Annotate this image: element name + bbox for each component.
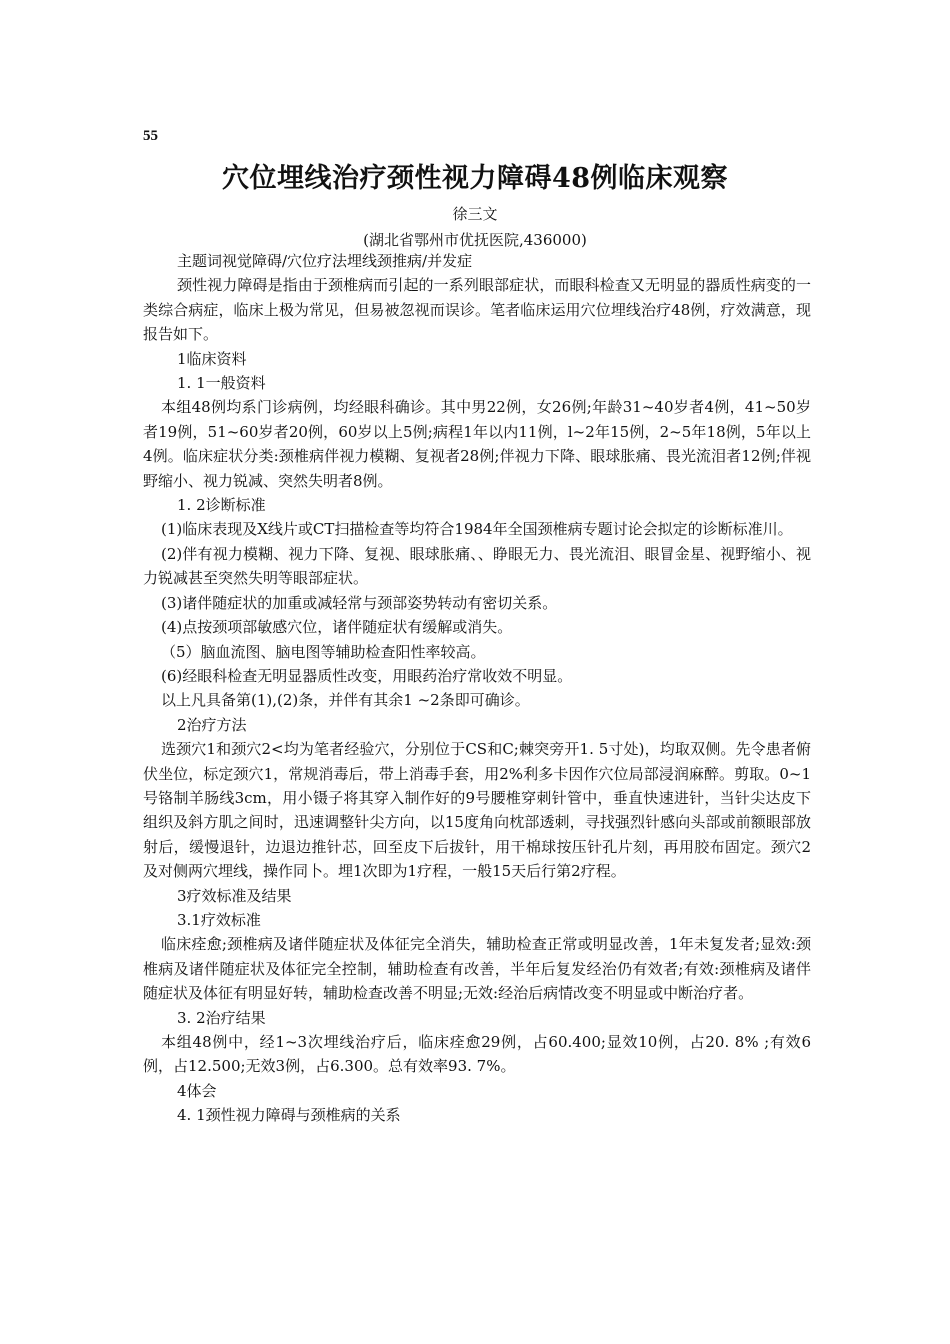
general-data-paragraph: 本组48例均系门诊病例，均经眼科确诊。其中男22例，女26例;年龄31~40岁者4例，41~50岁者19例，51~60岁者20例，60岁以上5例;病程1年以内11例，l~2年15例，2~5年18例，5年以上4例。临床症状分类:颈椎病伴视力模糊、复视者28例;伴视力下降、眼球胀痛、畏光流泪者12例;伴视野缩小、视力锐减、突然失明者8例。 <box>143 398 811 490</box>
criterion-4: (4)点按颈项部敏感穴位，诸伴随症状有缓解或消失。 <box>161 618 513 637</box>
page-number: 55 <box>143 128 158 144</box>
subsection-heading-3-2: 3. 2治疗结果 <box>177 1008 266 1027</box>
criterion-1: (1)临床表现及X线片或CT扫描检查等均符合1984年全国颈椎病专题讨论会拟定的诊断标准川。 <box>161 520 793 539</box>
article-title: 穴位埋线治疗颈性视力障碍48例临床观察 <box>221 163 729 194</box>
criterion-2: (2)伴有视力模糊、视力下降、复视、眼球胀痛、、睁眼无力、畏光流泪、眼冒金星、视野缩小、视力锐减甚至突然失明等眼部症状。 <box>143 544 811 588</box>
section-heading-1: 1临床资料 <box>177 349 247 368</box>
criterion-5: （5）脑血流图、脑电图等辅助检查阳性率较高。 <box>161 642 486 661</box>
article-body <box>143 249 811 1128</box>
intro-paragraph: 颈性视力障碍是指由于颈椎病而引起的一系列眼部症状，而眼科检查又无明显的器质性病变的一类综合病症，临床上极为常见，但易被忽视而误诊。笔者临床运用穴位埋线治疗48例，疗效满意，现报告如下。 <box>143 276 811 344</box>
subsection-heading-4-1: 4. 1颈性视力障碍与颈椎病的关系 <box>177 1106 401 1125</box>
keywords-line: 主题词视觉障碍/穴位疗法埋线颈推病/并发症 <box>177 252 473 270</box>
criterion-6: (6)经眼科检查无明显器质性改变，用眼药治疗常收效不明显。 <box>161 666 573 685</box>
author-name: 徐三文 <box>452 205 498 223</box>
treatment-results-paragraph: 本组48例中，经1~3次埋线治疗后，临床痊愈29例，占60.400;显效10例，占20. 8% ;有效6例，占12.500;无效3例，占6.300。总有效率93. 7%。 <box>143 1033 811 1076</box>
efficacy-criteria-paragraph: 临床痊愈;颈椎病及诸伴随症状及体征完全消失，辅助检查正常或明显改善，1年未复发者;显效:颈椎病及诸伴随症状及体征完全控制，辅助检查有改善，半年后复发经治仍有效者;有效:颈椎病及诸伴随症状及体征有明显好转，辅助检查改善不明显;无效:经治后病情改变不明显或中断治疗者。 <box>143 935 811 1003</box>
diagnosis-summary: 以上凡具备第(1),(2)条，并伴有其余1 ~2条即可确诊。 <box>161 691 530 710</box>
section-heading-2: 2治疗方法 <box>177 715 247 734</box>
treatment-method-paragraph: 选颈穴1和颈穴2<均为笔者经验穴，分别位于CS和C;棘突旁开1. 5寸处)，均取双侧。先令患者俯伏坐位，标定颈穴1，常规消毒后，带上消毒手套，用2%利多卡因作穴位局部浸润麻醉。剪取。0~1号铬制羊肠线3cm，用小镊子将其穿入制作好的9号腰椎穿刺针管中，垂直快速进针，当针尖达皮下组织及斜方肌之间时，迅速调整针尖方向，以15度角向枕部透刺，寻找强烈针感向头部或前额眼部放射后，缓慢退针，边退边推针芯，回至皮下后拔针，用干棉球按压针孔片刻，再用胶布固定。颈穴2及对侧两穴埋线，操作同卜。埋1次即为1疗程，一般15天后行第2疗程。 <box>143 740 811 881</box>
subsection-heading-3-1: 3.1疗效标准 <box>177 910 261 929</box>
author-affiliation: (湖北省鄂州市优抚医院,436000) <box>363 231 587 249</box>
section-heading-3: 3疗效标准及结果 <box>177 886 292 905</box>
section-heading-4: 4体会 <box>177 1081 217 1100</box>
criterion-3: (3)诸伴随症状的加重或减轻常与颈部姿势转动有密切关系。 <box>161 593 558 612</box>
subsection-heading-1-2: 1. 2诊断标准 <box>177 496 266 515</box>
subsection-heading-1-1: 1. 1一般资料 <box>177 374 266 393</box>
